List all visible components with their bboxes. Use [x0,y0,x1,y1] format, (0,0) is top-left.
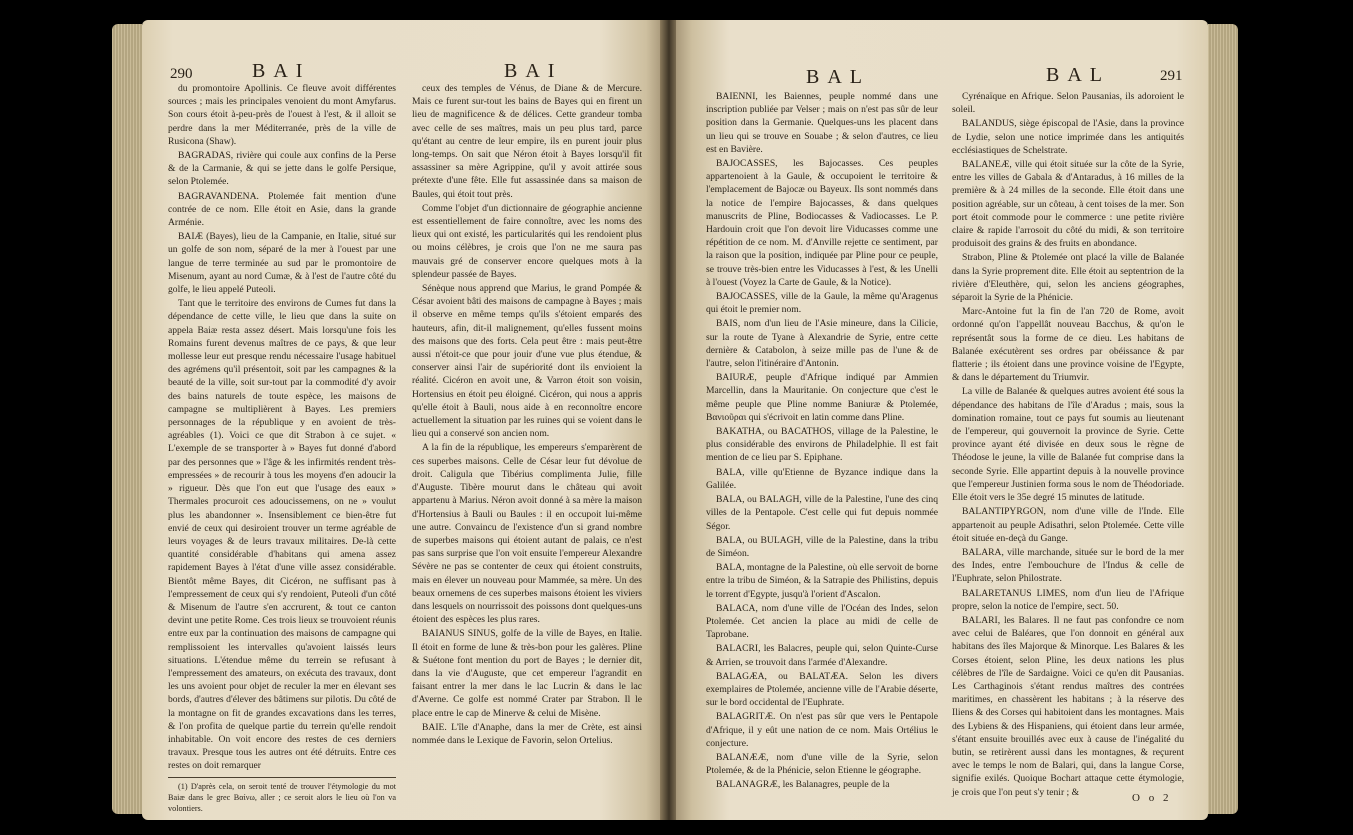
article-paragraph: BALANEÆ, ville qui étoit située sur la côte de la Syrie, entre les villes de Gabala & d'Antaradus, à 16 milles de la première & à 24 milles de la seconde. Elle étoit dans une position agréable, sur un côteau, à cent toises de la mer. Son port étoit commode pour le commerce : une petite rivière claire & rapide l'arrosoit du côté du midi, & son territoire produisoit des grains & des fruits en abondance. [952,159,1184,250]
article-paragraph: BAKATHA, ou BACATHOS, village de la Palestine, le plus considérable des environs de Philadelphie. Il est fait mention de ce lieu par S. Epiphane. [706,426,938,464]
left-page [142,20,662,820]
article-paragraph: Tant que le territoire des environs de Cumes fut dans la dépendance de cette ville, le lieu que dans la suite on appela Baiæ resta assez désert. Mais lorsqu'une fois les Romains furent devenus maîtres de ce pays, & que leur mollesse leur eut presque rendu nécessaire l'usage habituel des agrémens qu'il présentoit, soit par les campagnes & la beauté de la ville, soit sur-tout par la commodité d'y avoir des bains naturels de toute espèce, les maisons de campagne se multiplièrent à Bayes. Les premiers personnages de la république y en avoient de très-agréables (1). Voici ce que dit Strabon à ce sujet. « L'exemple de se transporter à » Bayes fut donné d'abord par des personnes que » l'âge & les infirmités rendent très-empressées » de recourir à tous les moyens d'en adoucir la » rigueur. Dès que l'on eut que l'usage des eaux » Thermales procuroit ces adoucissemens, on ne » voulut plus les abandonner ». Insensiblement ce bien-être fut envié de ceux qui desiroient trouver un terme agréable de leurs voyages & de leurs travaux militaires. De-là cette quantité considérable d'habitans qui amena assez rapidement Bayes à l'état d'une ville assez considérable. Bientôt même Bayes, dit Cicéron, ne suffisant pas à l'empressement de ceux qui s'y rendoient, Puteoli d'un côté & Misenum de l'autre s'en accrurent, & tout ce canton devint une petite Rome. Ces trois lieux se trouvoient réunis entre eux par la continuation des maisons de campagne qui remplissoient les intervalles qu'avoient laissés leurs situations. L'étendue même du terrein se refusant à l'empressement des amateurs, on exécuta des travaux, dont les uns avoient pour objet de reculer la mer en élevant ses bords, d'autres d'élever des bâtimens sur pilotis. Du côté de la montagne on fit de grandes excavations dans les terres, & l'on profita de quelque partie du terrein qu'elle rendoit inhabitable. On voit encore des restes de ces derniers travaux. Presque tous les autres ont été détruits. Entre ces restes on doit remarquer [168,298,396,772]
article-paragraph: Strabon, Pline & Ptolemée ont placé la ville de Balanée dans la Syrie proprement dite. Elle étoit au septentrion de la rivière d'Eleuthère, qui, selon les anciens géographes, séparoit la Syrie de la Phénicie. [952,252,1184,304]
article-paragraph: BALA, ou BALAGH, ville de la Palestine, l'une des cinq villes de la Pentapole. C'est celle qui fut depuis nommée Ségor. [706,494,938,532]
article-paragraph: BAGRAVANDENA. Ptolemée fait mention d'une contrée de ce nom. Elle étoit en Asie, dans la grande Arménie. [168,190,396,229]
left-column-2 [412,82,642,802]
article-paragraph: BALARETANUS LIMES, nom d'un lieu de l'Afrique propre, selon la notice de l'empire, sect. 50. [952,587,1184,612]
article-paragraph: A la fin de la république, les empereurs s'emparèrent de ces superbes maisons. Celle de César leur fut dévolue de droit. Caligula que Tibérius complimenta Julie, fille d'Auguste. Tibère mourut dans le château qui avoit appartenu à Marius. Néron avoit donné à sa mère la maison d'Hortensius à Bauli ou Baules : il en occupoit lui-même une autre. Convaincu de l'existence d'un si grand nombre de superbes maisons qui étoient autant de palais, ce n'est pas sans surprise que l'on voit ensuite l'empereur Alexandre Sévère ne pas se contenter de ceux qui étoient construits, mais en élever un nouveau pour Mammée, sa mère. Un des beaux ornemens de ces superbes maisons étoient les viviers dans lesquels on nourrissoit des poissons dont quelques-uns étoient des espèces les plus rares. [412,442,642,626]
article-paragraph: La ville de Balanée & quelques autres avoient été sous la dépendance des habitans de l'île d'Aradus ; mais, sous la domination romaine, tout ce pays fut soumis au lieutenant de l'empereur, qui gouvernoit la province de Syrie. Cette province ayant été divisée en deux sous le règne de Théodose le jeune, la ville de Balanée fut comprise dans la seconde Syrie. Elle appartint depuis à la nouvelle province que l'empereur Justinien forma sous le nom de Théodoriade. Elle étoit vers le 35e degré 15 minutes de latitude. [952,386,1184,504]
article-paragraph: BAIURÆ, peuple d'Afrique indiqué par Ammien Marcellin, dans la Mauritanie. On conjecture que c'est le même peuple que Pline nomme Baniuræ & Ptolemée, Βανιοῦραι qui s'écrivoit en latin comme dans Pline. [706,372,938,423]
article-paragraph: BALAGRITÆ. On n'est pas sûr que vers le Pentapole d'Afrique, il y eût une nation de ce nom. Mais Ortélius le conjecture. [706,711,938,749]
article-paragraph: BALANAGRÆ, les Balanagres, peuple de la [716,779,890,791]
page-edges-right [1208,24,1238,814]
article-paragraph: BALANÆÆ, nom d'une ville de la Syrie, selon Ptolemée, & de la Phénicie, selon Etienne le géographe. [706,751,938,777]
article-paragraph: BALA, ville qu'Etienne de Byzance indique dans la Galilée. [706,466,938,491]
running-head-left-col1: BAI [252,60,311,82]
article-paragraph: BALARA, ville marchande, située sur le bord de la mer des Indes, entre l'embouchure de l'Indus & celle de l'Euphrate, selon Philostrate. [952,546,1184,585]
article-paragraph: BALANTIPYRGON, nom d'une ville de l'Inde. Elle appartenoit au peuple Adisathri, selon Ptolemée. Cette ville étoit située en-deçà du Gange. [952,506,1184,544]
article-paragraph: ceux des temples de Vénus, de Diane & de Mercure. Mais ce furent sur-tout les bains de Bayes qui en firent un lieu de magnificence & de délices. Cette grandeur tomba avec celle de ses maîtres, mais un peu plus tard, parce qu'étant au centre de leur empire, ils en purent jouir plus long-temps. On sait que Néron étoit à Bayes lorsqu'il fit assassiner sa mère Agrippine, qu'il y avoit attirée sous prétexte d'une fête. Elle fut assassinée dans sa maison de Baules, qui étoit tout près. [412,83,642,200]
article-paragraph: BALA, montagne de la Palestine, où elle servoit de borne entre la tribu de Siméon, & la Satrapie des Philistins, depuis le torrent d'Egypte, jusqu'à l'orient d'Ascalon. [706,562,938,600]
article-paragraph: Comme l'objet d'un dictionnaire de géographie ancienne est essentiellement de faire connoître, avec les noms des lieux qui ont existé, les particularités qui les rendoient plus ou moins célèbres, je crois que l'on ne me saura pas mauvais gré de conserver encore quelques mots à la splendeur passée de Bayes. [412,202,642,280]
running-head-right-col2: BAL [1046,64,1110,86]
page-number-right: 291 [1160,68,1183,84]
article-paragraph: BAIANUS SINUS, golfe de la ville de Bayes, en Italie. Il étoit en forme de lune & très-bon pour les galères. Pline & Suétone font mention du port de Bayes ; le dernier dit, dans la vie d'Auguste, que cet empereur l'agrandit en faisant entrer la mer dans le lac Lucrin & dans le lac d'Averne. Ce golfe est nommé Crater par Strabon. Il le place entre le cap de Minerve & celui de Misène. [412,628,642,719]
article-paragraph: BAIS, nom d'un lieu de l'Asie mineure, dans la Cilicie, sur la route de Tyane à Alexandrie de Syrie, entre cette dernière & Catabolon, à seize mille pas de l'une & de l'autre, selon l'itinéraire d'Antonin. [706,318,938,370]
article-paragraph: BAJOCASSES, ville de la Gaule, la même qu'Aragenus qui étoit le premier nom. [706,291,938,316]
article-paragraph: BALA, ou BULAGH, ville de la Palestine, dans la tribu de Siméon. [706,534,938,559]
article-paragraph: BALACRI, les Balacres, peuple qui, selon Quinte-Curse & Arrien, se trouvoit dans l'armée d'Alexandre. [706,643,938,668]
running-head-right-col1: BAL [806,66,870,88]
article-paragraph: du promontoire Apollinis. Ce fleuve avoit différentes sources ; mais les principales venoient du mont Amyfarus. Son cours étoit à-peu-près de l'ouest à l'est, & il alloit se perdre dans la mer Méditerranée, près de la ville de Rusicona (Shaw). [168,83,396,147]
article-paragraph: BAIENNI, les Baiennes, peuple nommé dans une inscription publiée par Velser ; mais on n'est pas sûr de leur position dans la Germanie. Quelques-uns les placent dans un lieu qui se trouve en Souabe ; & selon d'autres, ce lieu est en Bavière. [706,91,938,155]
left-column-1 [168,82,396,813]
right-page [676,20,1208,820]
running-head-left-col2: BAI [504,60,563,82]
article-paragraph: BAJOCASSES, les Bajocasses. Ces peuples appartenoient à la Gaule, & occupoient le territoire & l'emplacement de Bajocæ ou Bayeux. Ils sont nommés dans la notice de l'empire Bajocasses, & dans quelques manuscrits de Pline, Bodiocasses & Vadiocasses. Le P. Hardouin croit que l'on devoit lire Viducasses comme une répétition de ce nom. M. d'Anville rejette ce sentiment, par la raison que la position, indiquée par Pline pour ce peuple, se trouve très-bien entre les Viducasses à l'est, & les Unelli à l'ouest (Voyez la Carte de Gaule, & la Notice). [706,158,938,288]
article-paragraph: BAIÆ (Bayes), lieu de la Campanie, en Italie, situé sur un golfe de son nom, séparé de la mer à l'ouest par une langue de terre terminée au sud par le promontoire de Misenum, ayant au nord Cumæ, & à l'est de l'autre côté du golfe, le lieu appelé Puteoli. [168,231,396,296]
article-paragraph: BALACA, nom d'une ville de l'Océan des Indes, selon Ptolemée. Cet ancien la place au midi de celle de Taprobane. [706,602,938,641]
page-number-left: 290 [170,66,193,82]
signature-mark: O o 2 [1132,792,1172,804]
footnote: (1) D'après cela, on seroit tenté de trouver l'étymologie du mot Baiæ dans le grec Βαίνω, aller ; ce seroit alors le lieu où l'on va volontiers. [168,777,396,814]
right-column-1 [706,90,938,802]
article-paragraph: BAIE. L'île d'Anaphe, dans la mer de Crète, est ainsi nommée dans le Lexique de Favorin, selon Ortelius. [412,721,642,746]
article-paragraph: BALANDUS, siège épiscopal de l'Asie, dans la province de Lydie, selon une notice imprimée dans les antiquités ecclésiastiques de Schelstrate. [952,118,1184,156]
article-paragraph: Sénèque nous apprend que Marius, le grand Pompée & César avoient bâti des maisons de campagne à Bayes ; mais il observe en même temps qu'ils s'étoient emparés des hauteurs, afin, dit-il malignement, qu'elles fussent moins des maisons que des forts. Cela peut être : mais peut-être aussi n'étoit-ce que pour jouir d'une vue plus étendue, & conserver ainsi l'air de supériorité dont ils envioient la réalité. Cicéron en avoit une, & Varron étoit son voisin, Hortensius en étoit peu éloigné. Cicéron, qui nous a appris qu'elle étoit à Bauli, nous aide à en reconnoître encore actuellement la situation par les ruines qui se voient dans le lieu qui a conservé son ancien nom. [412,283,642,440]
page-edges-left [112,24,142,814]
article-paragraph: BALARI, les Balares. Il ne faut pas confondre ce nom avec celui de Baléares, que l'on donnoit en général aux habitans des îles Majorque & Minorque. Les Balares & les Corses étoient, selon Pline, les deux nations les plus célèbres de l'île de Sardaigne. Voici ce qu'en dit Pausanias. Les Carthaginois s'étant rendus maîtres des contrées maritimes, en chassèrent les habitans ; à la réserve des Iliens & des Corses qui habitoient dans les montagnes. Mais des Lybiens & des Hispaniens, qui étoient dans leur armée, s'étant ensuite brouillés avec eux à cause de l'inégalité du butin, se retirèrent aussi dans les montagnes, & reçurent avec le temps le nom de Balari, qui, dans la langue Corse, signifie exilés. Quoique Bochart attaque cette étymologie, je crois que l'on peut s'y tenir ; & [952,614,1184,798]
article-paragraph: BALAGÆA, ou BALATÆA. Selon les divers exemplaires de Ptolemée, ancienne ville de l'Arabie déserte, sur le bord occidental de l'Euphrate. [706,670,938,709]
article-paragraph: Marc-Antoine fut la fin de l'an 720 de Rome, avoit ordonné qu'on l'appellât nouveau Bacchus, & qu'on le représentât sous la forme de ce dieu. Les habitans de Balanée exécutèrent ses ordres par obéissance & par flatterie ; ils étoient dans une province voisine de l'Egypte, & dans le département du Triumvir. [952,306,1184,384]
article-paragraph: Cyrénaïque en Afrique. Selon Pausanias, ils adoroient le soleil. [952,91,1184,116]
article-paragraph: BAGRADAS, rivière qui coule aux confins de la Perse & de la Carmanie, & qui se jette dans le golfe Persique, selon Ptolemée. [168,150,396,188]
